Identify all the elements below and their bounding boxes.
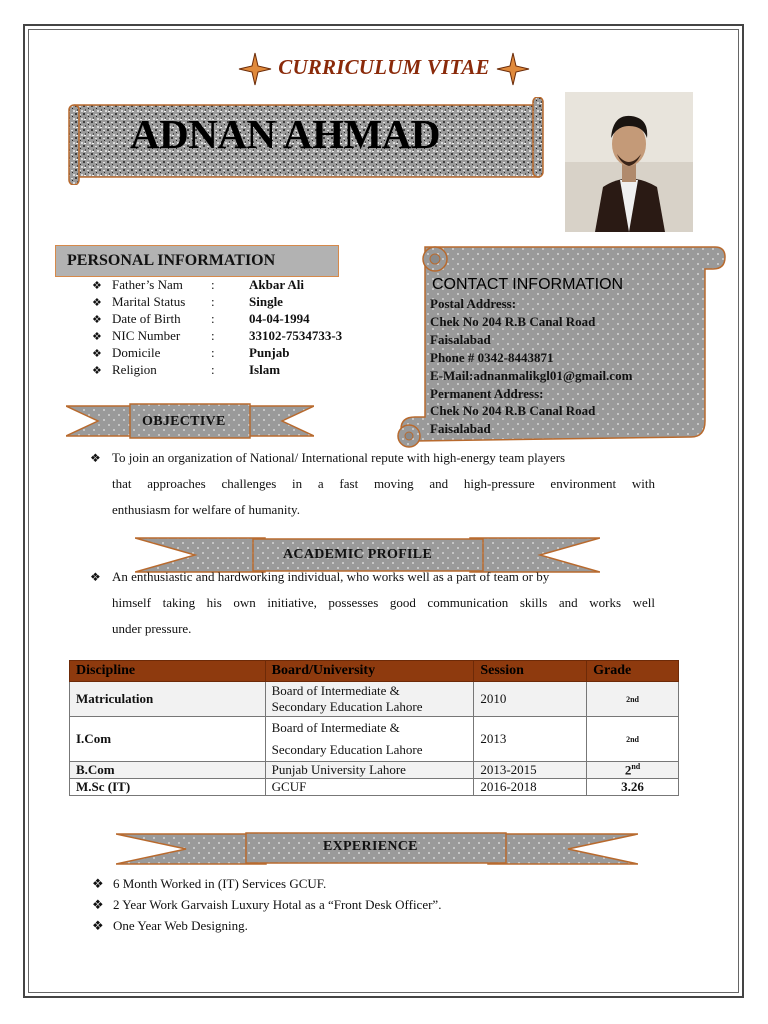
contact-line: Chek No 204 R.B Canal Road <box>430 314 596 329</box>
personal-row: ❖ NIC Number : 33102-7534733-3 <box>92 327 342 344</box>
contact-line: Chek No 204 R.B Canal Road <box>430 403 596 418</box>
contact-line: E-Mail:adnanmalikgl01@gmail.com <box>430 368 633 383</box>
column-header: Session <box>474 661 587 682</box>
diamond-bullet-icon: ❖ <box>92 876 104 891</box>
profile-photo <box>565 92 693 232</box>
personal-row: ❖ Domicile : Punjab <box>92 344 289 361</box>
personal-row: ❖ Marital Status : Single <box>92 293 283 310</box>
objective-paragraph: ❖ To join an organization of National/ International repute with high-energy team players that approaches challenges in a fast moving and high-pressure environment with enthusiasm for welfare of humanity. <box>112 445 655 523</box>
experience-item: ❖ One Year Web Designing. <box>92 915 248 936</box>
education-table <box>69 660 679 796</box>
contact-line: Phone # 0342-8443871 <box>430 350 554 365</box>
diamond-bullet-icon: ❖ <box>92 897 104 912</box>
contact-line: Faisalabad <box>430 421 491 436</box>
contact-info-title: CONTACT INFORMATION <box>432 276 624 293</box>
four-point-star-icon <box>496 52 530 86</box>
column-header: Discipline <box>70 661 266 682</box>
table-row: M.Sc (IT) GCUF 2016-2018 3.26 <box>70 779 679 796</box>
experience-title: EXPERIENCE <box>323 839 418 854</box>
table-row: I.Com Board of Intermediate & Secondary Education Lahore 2013 2nd <box>70 717 679 762</box>
cv-title: CURRICULUM VITAE <box>278 54 490 79</box>
four-point-star-icon <box>238 52 272 86</box>
table-row: Matriculation Board of Intermediate & Secondary Education Lahore 2010 2nd <box>70 682 679 717</box>
diamond-bullet-icon: ❖ <box>92 348 102 360</box>
column-header: Board/University <box>265 661 474 682</box>
candidate-name: ADNAN AHMAD <box>130 111 440 157</box>
diamond-bullet-icon: ❖ <box>92 314 102 326</box>
diamond-bullet-icon: ❖ <box>92 280 102 292</box>
experience-item: ❖ 6 Month Worked in (IT) Services GCUF. <box>92 873 326 894</box>
personal-info-title: PERSONAL INFORMATION <box>67 252 276 269</box>
academic-title: ACADEMIC PROFILE <box>283 547 433 562</box>
personal-row: ❖ Father’s Nam : Akbar Ali <box>92 276 304 293</box>
objective-title: OBJECTIVE <box>142 414 226 429</box>
column-header: Grade <box>587 661 679 682</box>
experience-item: ❖ 2 Year Work Garvaish Luxury Hotal as a “Front Desk Officer”. <box>92 894 441 915</box>
diamond-bullet-icon: ❖ <box>92 297 102 309</box>
table-header-row <box>70 661 679 682</box>
academic-paragraph: ❖ An enthusiastic and hardworking individual, who works well as a part of team or by himself taking his own initiative, possesses good communication skills and works well under pressure. <box>112 564 655 642</box>
diamond-bullet-icon: ❖ <box>90 451 101 465</box>
diamond-bullet-icon: ❖ <box>90 570 101 584</box>
personal-row: ❖ Date of Birth : 04-04-1994 <box>92 310 310 327</box>
diamond-bullet-icon: ❖ <box>92 331 102 343</box>
table-row: B.Com Punjab University Lahore 2013-2015 2nd <box>70 762 679 779</box>
contact-line: Postal Address: <box>430 296 517 311</box>
contact-line: Faisalabad <box>430 332 491 347</box>
personal-row: ❖ Religion : Islam <box>92 361 280 378</box>
diamond-bullet-icon: ❖ <box>92 365 102 377</box>
contact-line: Permanent Address: <box>430 386 544 401</box>
diamond-bullet-icon: ❖ <box>92 918 104 933</box>
cv-title-row <box>0 52 768 86</box>
